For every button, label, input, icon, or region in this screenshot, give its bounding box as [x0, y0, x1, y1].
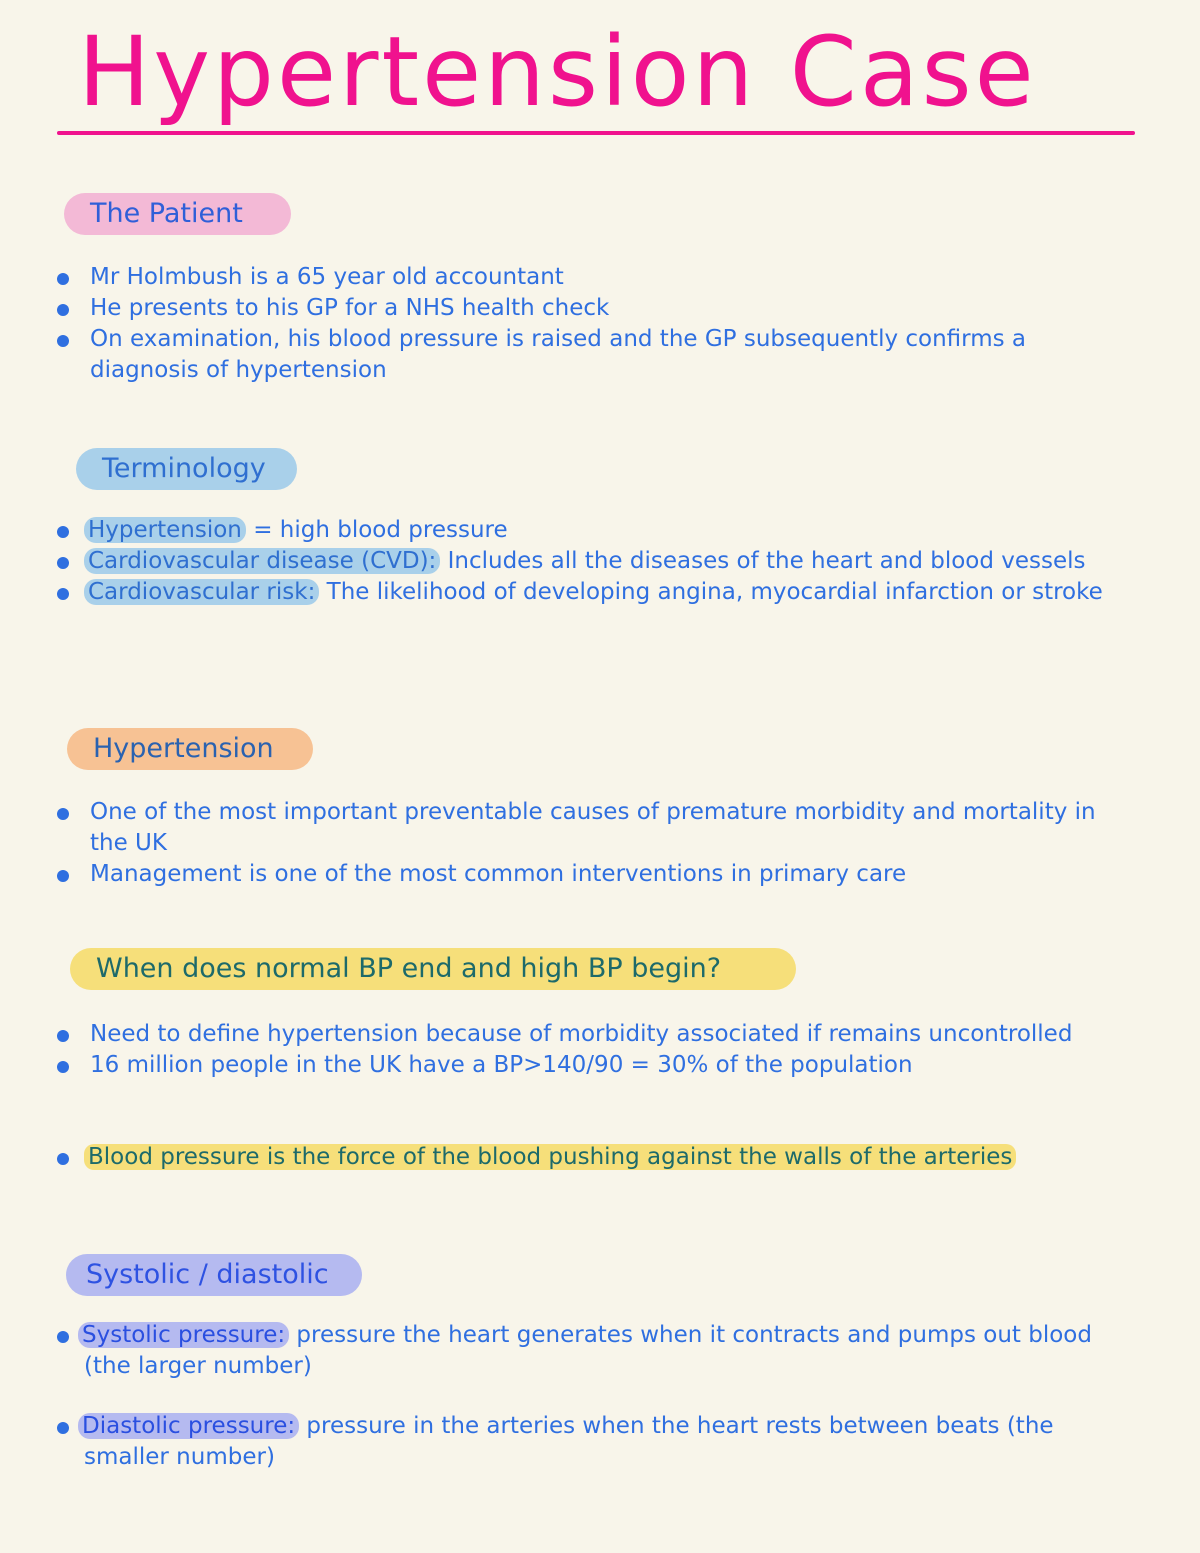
list-item [0, 1142, 1120, 1173]
term-highlight: Cardiovascular disease (CVD): [84, 548, 440, 574]
term-highlight: Cardiovascular risk: [84, 579, 319, 605]
list-item: 16 million people in the UK have a BP>140/90 = 30% of the population [0, 1050, 1120, 1081]
list-item: Need to define hypertension because of morbidity associated if remains uncontrolled [0, 1019, 1120, 1050]
list-item: Mr Holmbush is a 65 year old accountant [0, 262, 1120, 293]
list-item: On examination, his blood pressure is raised and the GP subsequently confirms a diagnosis of hypertension [0, 324, 1120, 386]
list-item: Cardiovascular disease (CVD): Includes all the diseases of the heart and blood vessels [0, 546, 1120, 577]
list-item: Diastolic pressure: pressure in the arteries when the heart rests between beats (the smaller number) [0, 1411, 1120, 1473]
bullet-icon [57, 1030, 69, 1042]
bullet-icon [57, 335, 69, 347]
definition-highlight: Blood pressure is the force of the blood pushing against the walls of the arteries [84, 1144, 1016, 1170]
patient-list [0, 262, 1120, 386]
bullet-icon [57, 1422, 69, 1434]
section-heading-terminology: Terminology [76, 448, 297, 490]
terminology-list [0, 515, 1120, 608]
bp-highlight-list [0, 1142, 1120, 1173]
bullet-icon [57, 1331, 69, 1343]
bullet-icon [57, 1153, 69, 1165]
bp-list [0, 1019, 1120, 1081]
bullet-icon [57, 557, 69, 569]
list-item: One of the most important preventable causes of premature morbidity and mortality in the UK [0, 797, 1120, 859]
bullet-icon [57, 526, 69, 538]
list-item: Cardiovascular risk: The likelihood of developing angina, myocardial infarction or stroke [0, 577, 1120, 608]
section-heading-hypertension: Hypertension [67, 728, 313, 770]
bullet-icon [57, 1061, 69, 1073]
list-item: He presents to his GP for a NHS health check [0, 293, 1120, 324]
bullet-icon [57, 273, 69, 285]
list-item: Hypertension = high blood pressure [0, 515, 1120, 546]
bullet-icon [57, 588, 69, 600]
section-heading-bp: When does normal BP end and high BP begin? [70, 948, 796, 990]
term-highlight: Systolic pressure: [78, 1322, 289, 1348]
systolic-list [0, 1320, 1120, 1382]
list-item: Management is one of the most common interventions in primary care [0, 859, 1120, 890]
list-item: Systolic pressure: pressure the heart generates when it contracts and pumps out blood (the larger number) [0, 1320, 1120, 1382]
bullet-icon [57, 304, 69, 316]
term-highlight: Diastolic pressure: [78, 1413, 299, 1439]
diastolic-list [0, 1411, 1120, 1473]
section-heading-patient: The Patient [64, 193, 291, 235]
section-heading-systolic: Systolic / diastolic [66, 1254, 362, 1296]
bullet-icon [57, 870, 69, 882]
bullet-icon [57, 808, 69, 820]
page-title: Hypertension Case [78, 16, 1037, 128]
hypertension-list [0, 797, 1120, 890]
term-highlight: Hypertension [84, 517, 246, 543]
title-underline [57, 131, 1135, 135]
